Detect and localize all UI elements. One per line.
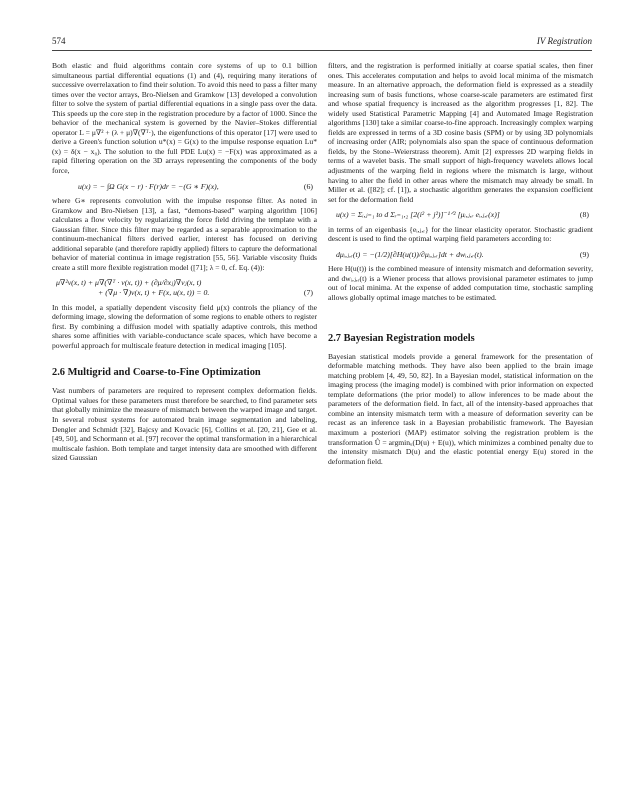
paragraph: In this model, a spatially dependent viscosity field μ(x) controls the pliancy of the deforming image, slowing the deformation of some regions to enable others to register first. By combining a diffusion model with spatially adaptive controls, this method shares some affinities with variable-conductance scale spaces, which have become a powerful approach for multiscale feature detection in medical imaging [105]. — [52, 302, 317, 350]
equation-number: (9) — [579, 249, 589, 259]
equation-7 — [52, 278, 317, 297]
paragraph: in terms of an eigenbasis {eᵢ,ⱼ,ᵣ} for the linear elasticity operator. Stochastic gradient descent is used to find the optimal warping field parameters according to: — [328, 224, 593, 244]
paragraph: Vast numbers of parameters are required to represent complex deformation fields. Optimal values for these parameters must therefore be searched, to find parameter sets that globally minimize the measure of mismatch between the warped image and target. In several robust systems for automated brain image segmentation and labeling, Dengler and Schmidt [32], Bajcsy and Kovacic [6], Collins et al. [20, 21], Gee et al. [49, 50], and Schormann et al. [97] recover the optimal transformation in a hierarchical multiscale fashion. Both template and target intensity data are smoothed with different sized Gaussian — [52, 386, 317, 463]
paragraph: filters, and the registration is performed initially at coarse spatial scales, then finer ones. This accelerates computation and helps to avoid local minima of the mismatch measure. In an alternative approach, the deformation field is expressed as a steadily increasing sum of basis functions, whose coarse-scale parameters are estimated first and whose spatial frequency is increased as the algorithm progresses [1, 82]. The widely used Statistical Parametric Mapping [4] and Automated Image Registration algorithms [130] take a similar coarse-to-fine approach. Increasingly complex warping fields are expressed in terms of a 3D cosine basis (SPM) or by using 3D polynomials of increasing order (AIR; polynomials also span the space of continuous deformation fields, by the Stone–Weierstrass theorem). Amit [2] expresses 2D warping fields in terms of a wavelet basis. The small support of high-frequency wavelets allows local adjustments of the warping field in regions where the mismatch is large, without having to alter the field in other areas where the mismatch may already be small. In Miller et al. ([82]; cf. [1]), a stochastic algorithm generates the expansion coefficient set for the deformation field — [328, 61, 593, 204]
equation-line: + (∇μ · ∇)v(x, t) + F(x, u(x, t)) = 0. — [98, 288, 210, 298]
running-header — [52, 36, 592, 51]
equation-line-2 — [52, 288, 317, 298]
section-heading: 2.6 Multigrid and Coarse-to-Fine Optimization — [52, 367, 261, 379]
equation-8 — [328, 210, 593, 220]
equation-line: μ∇²v(x, t) + μ∇(∇ᵀ · v(x, t)) + (∂μ/∂xⱼ)∇vⱼ(x, t) — [56, 278, 202, 288]
section-heading: 2.7 Bayesian Registration models — [328, 332, 475, 344]
equation-number: (8) — [579, 210, 589, 220]
paragraph: Bayesian statistical models provide a general framework for the presentation of deformable matching methods. They have also been applied to the brain image matching problem [4, 49, 50, 82]. In a Bayesian model, statistical information on the imaging process (the imaging model) is combined with prior information on expected template deformations (the prior model) to allow inferences to be made about the parameters of the deformation field. In fact, all of the intensity-based approaches that combine an intensity mismatch term with a measure of deformation severity can be recast as an inference task in a Bayesian probabilistic framework. The Bayesian maximum a posteriori (MAP) estimator solving the registration problem is the transformation Û = argminᵤ(D(u) + E(u)), which minimizes a combined penalty due to the intensity mismatch D(u) and the elastic potential energy E(u) stored in the deformation field. — [328, 351, 593, 466]
paragraph: Here H(u(t)) is the combined measure of intensity mismatch and deformation severity, and dwᵢ,ⱼ,ᵣ(t) is a Wiener process that allows provisional parameter estimates to jump out of local minima. At the expense of added computation time, stochastic sampling allows globally optimal image matches to be estimated. — [328, 264, 593, 303]
equation-number: (7) — [303, 288, 313, 298]
equation-9 — [328, 250, 593, 260]
running-title: IV Registration — [536, 36, 592, 46]
equation-number: (6) — [303, 181, 313, 191]
paragraph: Both elastic and fluid algorithms contain core systems of up to 0.1 billion simultaneous partial differential equations (1) and (4), requiring many iterations of successive overrelaxation to find their solution. To avoid this need to pass a filter many times over the vector arrays, Bro-Nielsen and Gramkow [13] developed a convolution filter to solve the system of partial differential equations in a single pass over the data. This speeds up the core step in the registration procedure by a factor of 1000. Since the behavior of the mechanical system is governed by the Navier–Stokes differential operator L = μ∇² + (λ + μ)∇(∇ᵀ·), the eigenfunctions of this operator [17] were used to derive a Green's function solution u*(x) = G(x) to the impulse response equation Lu*(x) = δ(x − x₀). The solution to the full PDE Lu(x) = −F(x) was approximated as a rapid filtering operation on the 3D arrays representing the components of the body force, — [52, 61, 317, 176]
page-number: 574 — [52, 36, 66, 46]
equation-body: u(x) = − ∫Ω G(x − r) · F(r)dr = −(G ∗ F)(x), — [78, 181, 219, 191]
equation-body: u(x) = Σᵢ,ⱼ₌₁ to d Σᵣ₌₁,₂ [2(i² + j²)]⁻¹ᐟ² [μᵢ,ⱼ,ᵣ eᵢ,ⱼ,ᵣ(x)] — [336, 210, 500, 220]
right-column — [328, 61, 593, 466]
equation-body: dμᵢ,ⱼ,ᵣ(t) = −(1/2)[∂H(u(t))/∂μᵢ,ⱼ,ᵣ]dt + dwᵢ,ⱼ,ᵣ(t). — [336, 249, 484, 259]
paragraph: where G∗ represents convolution with the impulse response filter. As noted in Gramkow and Bro-Nielsen [13], a fast, “demons-based” warping algorithm [106] calculates a flow velocity by regularizing the force field driving the template with a Gaussian filter. Since this filter may be regarded as a separable approximation to the continuum-mechanical filters derived earlier, interest has focused on deriving additional separable (and therefore rapidly applied) filters to capture the deformational behavior of material continua in image registration [55, 56]. Variable viscosity fluids create a still more flexible registration model ([71]; λ = 0, cf. Eq. (4)): — [52, 196, 317, 272]
left-column — [52, 61, 317, 463]
equation-6 — [52, 182, 317, 192]
